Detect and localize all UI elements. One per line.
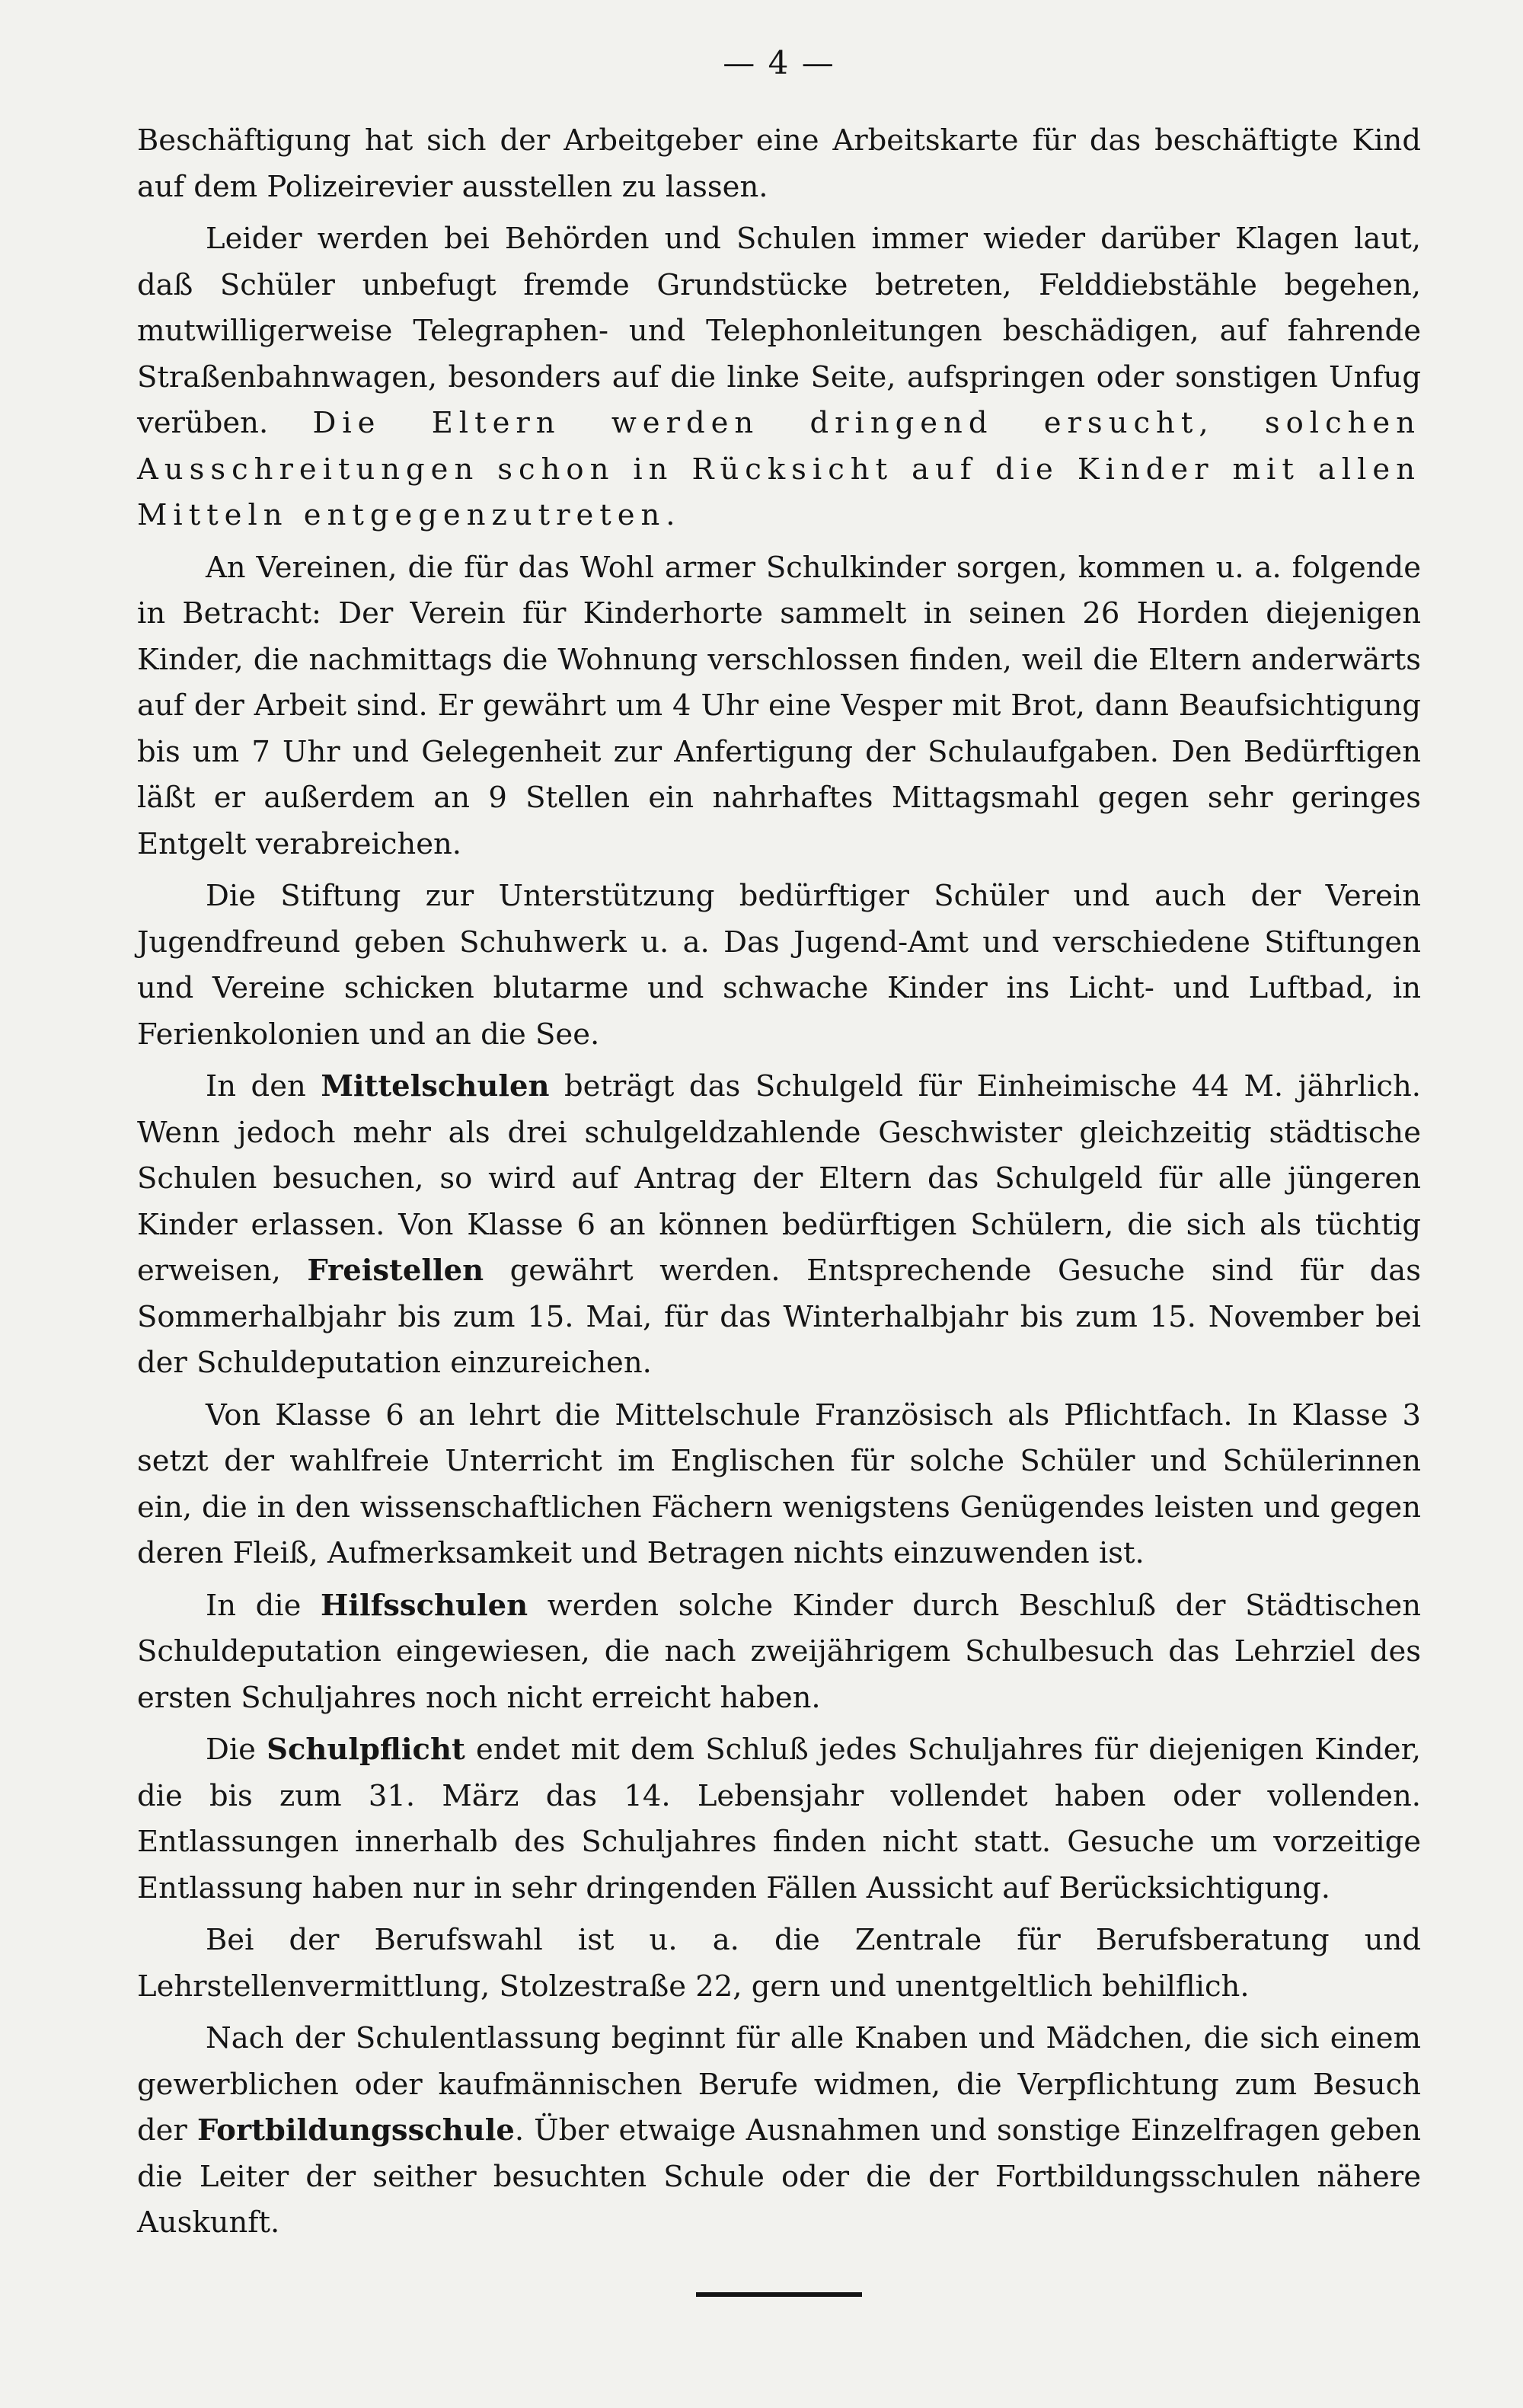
paragraph-text: endet mit dem Schluß jedes Schuljahres für diejenigen Kinder, die bis zum 31. März das 14. Lebensjahr vollendet haben oder vollenden. Entlassungen innerhalb des Schuljahres finden nicht statt. Gesuche um vorzeitige Entlassung haben nur in sehr dringenden Fällen Aussicht auf Berücksichtigung. [137,1733,1421,1905]
paragraph-text: gewährt werden. Entsprechende Gesuche sind für das Sommerhalbjahr bis zum 15. Mai, für das Winterhalbjahr bis zum 15. November bei der Schuldeputation einzureichen. [137,1254,1421,1380]
paragraph-klagen [137,216,1421,539]
paragraph-text: Leider werden bei Behörden und Schulen immer wieder darüber Klagen laut, daß Schüler unbefugt fremde Grundstücke betreten, Felddiebstähle begehen, mutwilligerweise Telegraphen- und Telephonleitungen beschädigen, auf fahrende Straßenbahnwagen, besonders auf die linke Seite, aufspringen oder sonstigen Unfug verüben. [137,222,1421,440]
term-schulpflicht: Schulpflicht [267,1733,465,1767]
term-hilfsschulen: Hilfsschulen [321,1588,528,1623]
paragraph-berufswahl [137,1918,1421,2010]
paragraph-text: In den [206,1069,321,1103]
page-number: — 4 — [723,44,835,81]
paragraph-mittelschulen [137,1064,1421,1387]
paragraph-text: In die [206,1588,321,1623]
paragraph-text: Nach der Schulentlassung beginnt für alle Knaben und Mädchen, die sich einem gewerblichen oder kaufmännischen Berufe widmen, die Verpflichtung zum Besuch der [137,2021,1421,2148]
term-mittelschulen: Mittelschulen [321,1069,550,1103]
emphasized-appeal: Die Eltern werden dringend ersucht, solchen Ausschreitungen schon in Rücksicht auf die Kinder mit allen Mitteln entgegenzutreten. [137,406,1422,532]
paragraph-fortbildung [137,2016,1421,2247]
paragraph-text: Die [206,1733,267,1767]
paragraph-hilfsschulen [137,1583,1421,1722]
paragraph-text: Beschäftigung hat sich der Arbeitgeber eine Arbeitskarte für das beschäftigte Kind auf dem Polizeirevier ausstellen zu lassen. [137,123,1421,204]
paragraph-text: Von Klasse 6 an lehrt die Mittelschule Französisch als Pflichtfach. In Klasse 3 setzt der wahlfreie Unterricht im Englischen für solche Schüler und Schülerinnen ein, die in den wissenschaftlichen Fächern wenigstens Genügendes leisten und gegen deren Fleiß, Aufmerksamkeit und Betragen nichts einzuwenden ist. [137,1397,1421,1570]
paragraph-text: Die Stiftung zur Unterstützung bedürftiger Schüler und auch der Verein Jugendfreund geben Schuhwerk u. a. Das Jugend-Amt und verschiedene Stiftungen und Vereine schicken blutarme und schwache Kinder ins Licht- und Luftbad, in Ferienkolonien und an die See. [137,879,1421,1052]
paragraph-fremdsprachen [137,1393,1421,1577]
paragraph-text: Bei der Berufswahl ist u. a. die Zentrale für Berufsberatung und Lehrstellenvermittlung, Stolzestraße 22, gern und unentgeltlich behilflich. [137,1923,1421,2004]
term-freistellen: Freistellen [307,1254,484,1288]
paragraph-schulpflicht [137,1727,1421,1911]
closing-rule [696,2292,862,2297]
paragraph-text: . Über etwaige Ausnahmen und sonstige Einzelfragen geben die Leiter der seither besuchten Schule oder die der Fortbildungsschulen nähere Auskunft. [137,2113,1421,2240]
paragraph-text: An Vereinen, die für das Wohl armer Schulkinder sorgen, kommen u. a. folgende in Betracht: Der Verein für Kinderhorte sammelt in seinen 26 Horden diejenigen Kinder, die nachmittags die Wohnung verschlossen finden, weil die Eltern anderwärts auf der Arbeit sind. Er gewährt um 4 Uhr eine Vesper mit Brot, dann Beaufsichtigung bis um 7 Uhr und Gelegenheit zur Anfertigung der Schulaufgaben. Den Bedürftigen läßt er außerdem an 9 Stellen ein nahrhaftes Mittagsmahl gegen sehr geringes Entgelt verabreichen. [137,550,1421,861]
paragraph-arbeitskarte [137,118,1421,210]
paragraph-stiftung [137,873,1421,1058]
term-fortbildungsschule: Fortbildungsschule [196,2113,515,2148]
paragraph-text: beträgt das Schulgeld für Einheimische 44 M. jährlich. Wenn jedoch mehr als drei schulgeldzahlende Geschwister gleichzeitig städtische Schulen besuchen, so wird auf Antrag der Eltern das Schulgeld für alle jüngeren Kinder erlassen. Von Klasse 6 an können bedürftigen Schülern, die sich als tüchtig erweisen, [137,1069,1421,1288]
paragraph-text: werden solche Kinder durch Beschluß der Städtischen Schuldeputation eingewiesen, die nach zweijährigem Schulbesuch das Lehrziel des ersten Schuljahres noch nicht erreicht haben. [137,1588,1422,1715]
paragraph-vereine [137,545,1421,868]
